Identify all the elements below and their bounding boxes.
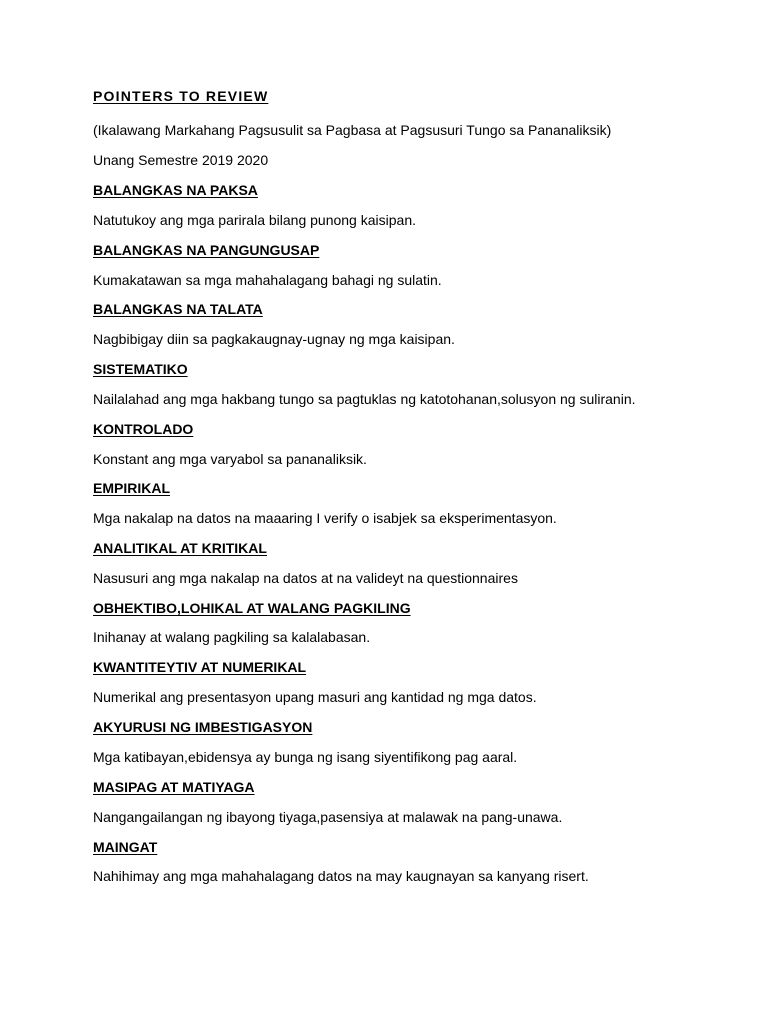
section-heading: MASIPAG AT MATIYAGA [93,779,255,795]
section-heading: BALANGKAS NA PAKSA [93,182,258,198]
section-heading: SISTEMATIKO [93,361,188,377]
section-heading: KWANTITEYTIV AT NUMERIKAL [93,659,307,675]
section-text: Nagbibigay diin sa pagkakaugnay-ugnay ng mga kaisipan. [93,331,455,347]
section-text: Konstant ang mga varyabol sa pananaliksik. [93,451,367,467]
document-subtitle: (Ikalawang Markahang Pagsusulit sa Pagbasa at Pagsusuri Tungo sa Pananaliksik) [93,122,612,138]
section-heading: BALANGKAS NA TALATA [93,301,263,317]
section-text: Nangangailangan ng ibayong tiyaga,pasensiya at malawak na pang-unawa. [93,809,563,825]
section-text: Natutukoy ang mga parirala bilang punong kaisipan. [93,212,416,228]
section-heading: KONTROLADO [93,421,194,437]
section-heading: BALANGKAS NA PANGUNGUSAP [93,242,320,258]
section-text: Nailalahad ang mga hakbang tungo sa pagtuklas ng katotohanan,solusyon ng suliranin. [93,391,636,407]
section-heading: OBHEKTIBO,LOHIKAL AT WALANG PAGKILING [93,600,411,616]
section-heading: EMPIRIKAL [93,480,170,496]
section-heading: MAINGAT [93,839,158,855]
section-text: Mga nakalap na datos na maaaring I verify o isabjek sa eksperimentasyon. [93,510,557,526]
section-heading: ANALITIKAL AT KRITIKAL [93,540,267,556]
section-text: Kumakatawan sa mga mahahalagang bahagi ng sulatin. [93,272,442,288]
section-text: Nahihimay ang mga mahahalagang datos na may kaugnayan sa kanyang risert. [93,868,589,884]
section-text: Nasusuri ang mga nakalap na datos at na valideyt na questionnaires [93,570,518,586]
section-text: Numerikal ang presentasyon upang masuri ang kantidad ng mga datos. [93,689,537,705]
section-text: Inihanay at walang pagkiling sa kalalabasan. [93,629,371,645]
page-title: POINTERS TO REVIEW [93,88,269,104]
semester-line: Unang Semestre 2019 2020 [93,152,269,168]
section-heading: AKYURUSI NG IMBESTIGASYON [93,719,313,735]
section-text: Mga katibayan,ebidensya ay bunga ng isang siyentifikong pag aaral. [93,749,518,765]
